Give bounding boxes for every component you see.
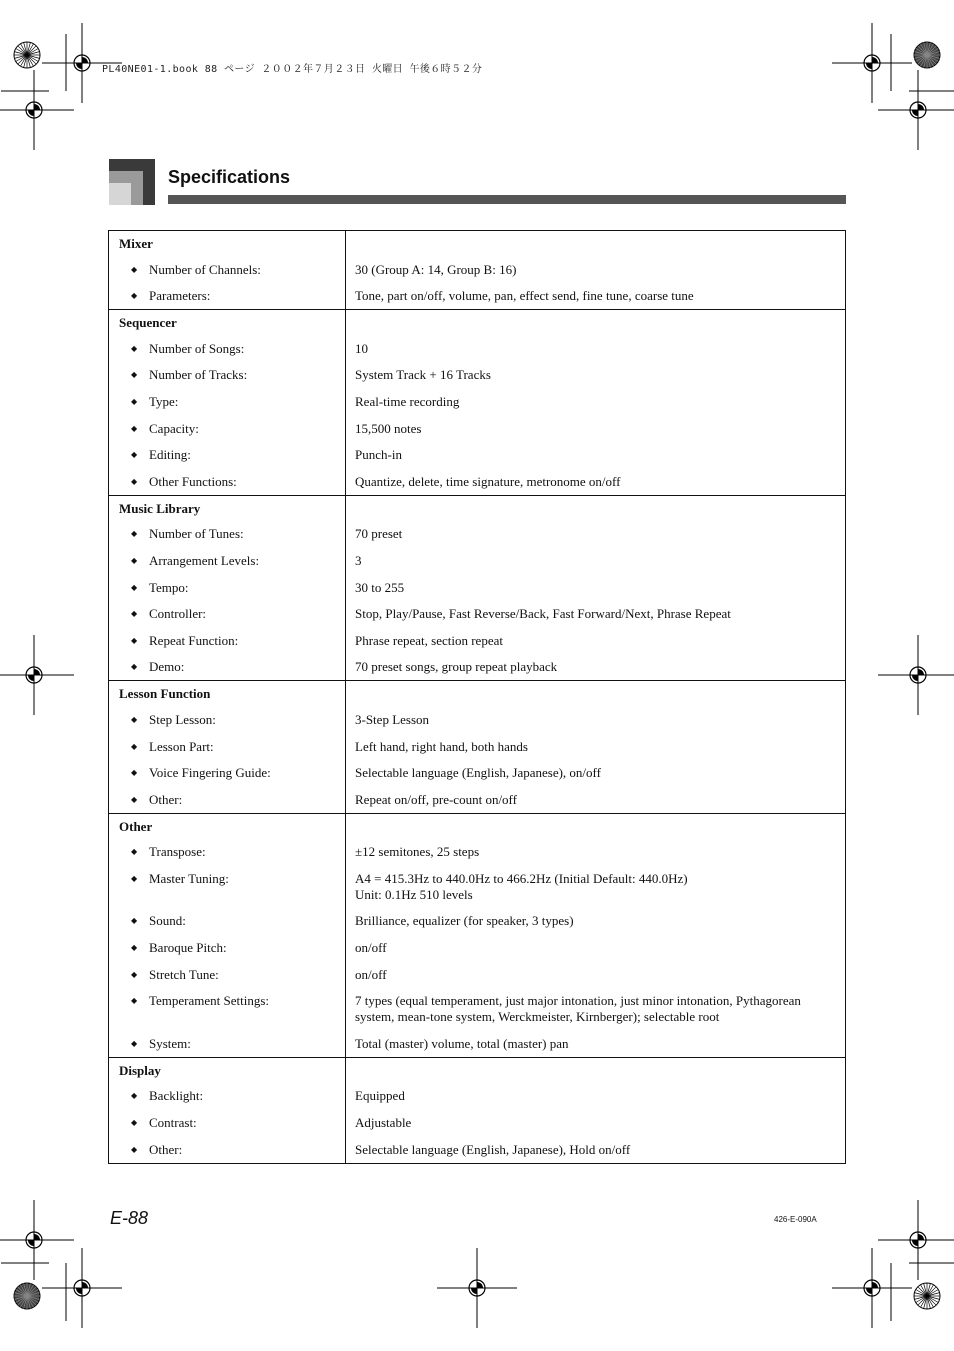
registration-mark-icon: [42, 1248, 122, 1328]
group-title: Lesson Function: [119, 686, 211, 702]
spec-value: Stop, Play/Pause, Fast Reverse/Back, Fast Forward/Next, Phrase Repeat: [355, 606, 731, 622]
spec-value: on/off: [355, 966, 387, 982]
diamond-bullet-icon: ◆: [131, 916, 138, 926]
spec-label: Controller:: [149, 606, 207, 622]
spec-group: [109, 680, 845, 812]
color-target-icon: [12, 1281, 42, 1311]
diamond-bullet-icon: ◆: [131, 423, 138, 433]
spec-value: Equipped: [355, 1088, 405, 1104]
section-tab-icon: [109, 159, 155, 205]
spec-label: Tempo:: [149, 579, 189, 595]
spec-row: [109, 1115, 845, 1131]
spec-value: 30 (Group A: 14, Group B: 16): [355, 261, 517, 277]
diamond-bullet-icon: ◆: [131, 1118, 138, 1128]
spec-label: System:: [149, 1035, 191, 1051]
spec-row: [109, 1036, 845, 1052]
spec-row: [109, 659, 845, 675]
spec-value: 30 to 255: [355, 579, 405, 595]
spec-label: Sound:: [149, 913, 186, 929]
spec-group: [109, 1057, 845, 1163]
spec-value: 3: [355, 552, 362, 568]
spec-value: Quantize, delete, time signature, metronome on/off: [355, 473, 621, 489]
crop-line: [890, 1262, 892, 1322]
spec-value: Punch-in: [355, 447, 402, 463]
page-number: E-88: [110, 1208, 149, 1228]
spec-value: 70 preset: [355, 526, 403, 542]
diamond-bullet-icon: ◆: [131, 370, 138, 380]
spec-label: Number of Tunes:: [149, 526, 244, 542]
crop-line: [0, 90, 50, 92]
spec-label: Step Lesson:: [149, 711, 216, 727]
page-title: Specifications: [168, 167, 291, 187]
diamond-bullet-icon: ◆: [131, 1091, 138, 1101]
spec-label: Parameters:: [149, 288, 211, 304]
spec-group: [109, 813, 845, 1057]
diamond-bullet-icon: ◆: [131, 714, 138, 724]
spec-value: Total (master) volume, total (master) pan: [355, 1035, 569, 1051]
diamond-bullet-icon: ◆: [131, 582, 138, 592]
spec-group: [109, 231, 845, 309]
spec-row: [109, 580, 845, 596]
crop-line: [890, 33, 892, 92]
spec-value: on/off: [355, 940, 387, 956]
crop-line: [0, 1262, 50, 1264]
diamond-bullet-icon: ◆: [131, 343, 138, 353]
spec-value: 3-Step Lesson: [355, 711, 430, 727]
spec-label: Number of Tracks:: [149, 367, 248, 383]
spec-label: Demo:: [149, 659, 185, 675]
group-title: Display: [119, 1062, 161, 1078]
spec-label: Lesson Part:: [149, 738, 214, 754]
spec-label: Type:: [149, 393, 179, 409]
print-header: PL40NE01-1.book 88 ページ ２００２年７月２３日 火曜日 午後６時５２分: [102, 64, 483, 75]
spec-value: Selectable language (English, Japanese), Hold on/off: [355, 1141, 631, 1157]
spec-value: 70 preset songs, group repeat playback: [355, 659, 558, 675]
group-title: Mixer: [119, 236, 153, 251]
spec-label: Other Functions:: [149, 473, 237, 489]
spec-label: Arrangement Levels:: [149, 552, 260, 568]
diamond-bullet-icon: ◆: [131, 847, 138, 857]
spec-row: [109, 1088, 845, 1104]
diamond-bullet-icon: ◆: [131, 555, 138, 565]
diamond-bullet-icon: ◆: [131, 873, 138, 883]
diamond-bullet-icon: ◆: [131, 768, 138, 778]
crop-line: [908, 1262, 954, 1264]
spec-label: Capacity:: [149, 420, 199, 436]
diamond-bullet-icon: ◆: [131, 969, 138, 979]
diamond-bullet-icon: ◆: [131, 291, 138, 301]
document-code: 426-E-090A: [774, 1215, 817, 1224]
spec-row: [109, 553, 845, 569]
spec-group: [109, 309, 845, 495]
spec-label: Master Tuning:: [149, 870, 229, 886]
spec-row: [109, 913, 845, 929]
spec-row: [109, 421, 845, 437]
spec-value: Selectable language (English, Japanese), on/off: [355, 765, 601, 781]
diamond-bullet-icon: ◆: [131, 264, 138, 274]
diamond-bullet-icon: ◆: [131, 1038, 138, 1048]
spec-label: Backlight:: [149, 1088, 204, 1104]
spec-row: [109, 394, 845, 410]
title-rule: [168, 195, 846, 204]
spec-value: Phrase repeat, section repeat: [355, 632, 503, 648]
spec-label: Number of Songs:: [149, 340, 245, 356]
spec-label: Voice Fingering Guide:: [149, 765, 271, 781]
spec-value: System Track + 16 Tracks: [355, 367, 491, 383]
spec-group: [109, 495, 845, 681]
spec-value-continued: system, mean-tone system, Werckmeister, Kirnberger); selectable root: [355, 1009, 720, 1025]
spec-row: [109, 712, 845, 728]
spec-value: Adjustable: [355, 1115, 412, 1131]
spec-value: 7 types (equal temperament, just major intonation, just minor intonation, Pythagorean: [355, 993, 801, 1009]
diamond-bullet-icon: ◆: [131, 662, 138, 672]
group-title: Music Library: [119, 500, 201, 516]
spec-value: 15,500 notes: [355, 420, 422, 436]
spec-value: Brilliance, equalizer (for speaker, 3 types): [355, 913, 574, 929]
color-target-icon: [12, 40, 42, 70]
crop-line: [908, 90, 954, 92]
spec-label: Stretch Tune:: [149, 966, 219, 982]
diamond-bullet-icon: ◆: [131, 741, 138, 751]
spec-row: [109, 739, 845, 755]
registration-mark-icon: [0, 70, 74, 150]
spec-row: [109, 871, 845, 903]
diamond-bullet-icon: ◆: [131, 943, 138, 953]
spec-value-continued: Unit: 0.1Hz 510 levels: [355, 886, 473, 902]
crop-line: [65, 1262, 67, 1322]
spec-row: [109, 765, 845, 781]
specifications-table: [108, 230, 846, 1164]
spec-row: [109, 844, 845, 860]
spec-row: [109, 367, 845, 383]
registration-mark-icon: [0, 635, 74, 715]
registration-mark-icon: [878, 635, 954, 715]
spec-row: [109, 967, 845, 983]
color-target-icon: [912, 40, 942, 70]
spec-value: ±12 semitones, 25 steps: [355, 844, 480, 860]
spec-row: [109, 633, 845, 649]
diamond-bullet-icon: ◆: [131, 609, 138, 619]
spec-value: Tone, part on/off, volume, pan, effect send, fine tune, coarse tune: [355, 288, 694, 304]
diamond-bullet-icon: ◆: [131, 794, 138, 804]
spec-row: [109, 993, 845, 1025]
diamond-bullet-icon: ◆: [131, 450, 138, 460]
spec-label: Temperament Settings:: [149, 993, 270, 1009]
spec-value: Repeat on/off, pre-count on/off: [355, 791, 517, 807]
spec-row: [109, 262, 845, 278]
spec-label: Other:: [149, 1141, 183, 1157]
color-target-icon: [912, 1281, 942, 1311]
diamond-bullet-icon: ◆: [131, 635, 138, 645]
spec-row: [109, 526, 845, 542]
spec-row: [109, 940, 845, 956]
spec-value: Left hand, right hand, both hands: [355, 738, 528, 754]
registration-mark-icon: [832, 1248, 912, 1328]
crop-line: [65, 33, 67, 92]
spec-row: [109, 447, 845, 463]
spec-row: [109, 606, 845, 622]
diamond-bullet-icon: ◆: [131, 996, 138, 1006]
spec-value: Real-time recording: [355, 393, 460, 409]
spec-label: Baroque Pitch:: [149, 940, 227, 956]
spec-label: Repeat Function:: [149, 632, 239, 648]
diamond-bullet-icon: ◆: [131, 1144, 138, 1154]
spec-row: [109, 474, 845, 490]
spec-row: [109, 341, 845, 357]
group-title: Sequencer: [119, 315, 177, 331]
spec-label: Other:: [149, 791, 183, 807]
spec-row: [109, 792, 845, 808]
spec-value: 10: [355, 340, 368, 356]
spec-row: [109, 288, 845, 304]
spec-label: Transpose:: [149, 844, 206, 860]
registration-mark-icon: [437, 1248, 517, 1328]
diamond-bullet-icon: ◆: [131, 396, 138, 406]
group-title: Other: [119, 818, 153, 834]
spec-value: A4 = 415.3Hz to 440.0Hz to 466.2Hz (Initial Default: 440.0Hz): [355, 870, 688, 886]
spec-row: [109, 1142, 845, 1158]
spec-label: Editing:: [149, 447, 191, 463]
spec-label: Number of Channels:: [149, 261, 261, 277]
spec-label: Contrast:: [149, 1115, 197, 1131]
diamond-bullet-icon: ◆: [131, 476, 138, 486]
diamond-bullet-icon: ◆: [131, 529, 138, 539]
